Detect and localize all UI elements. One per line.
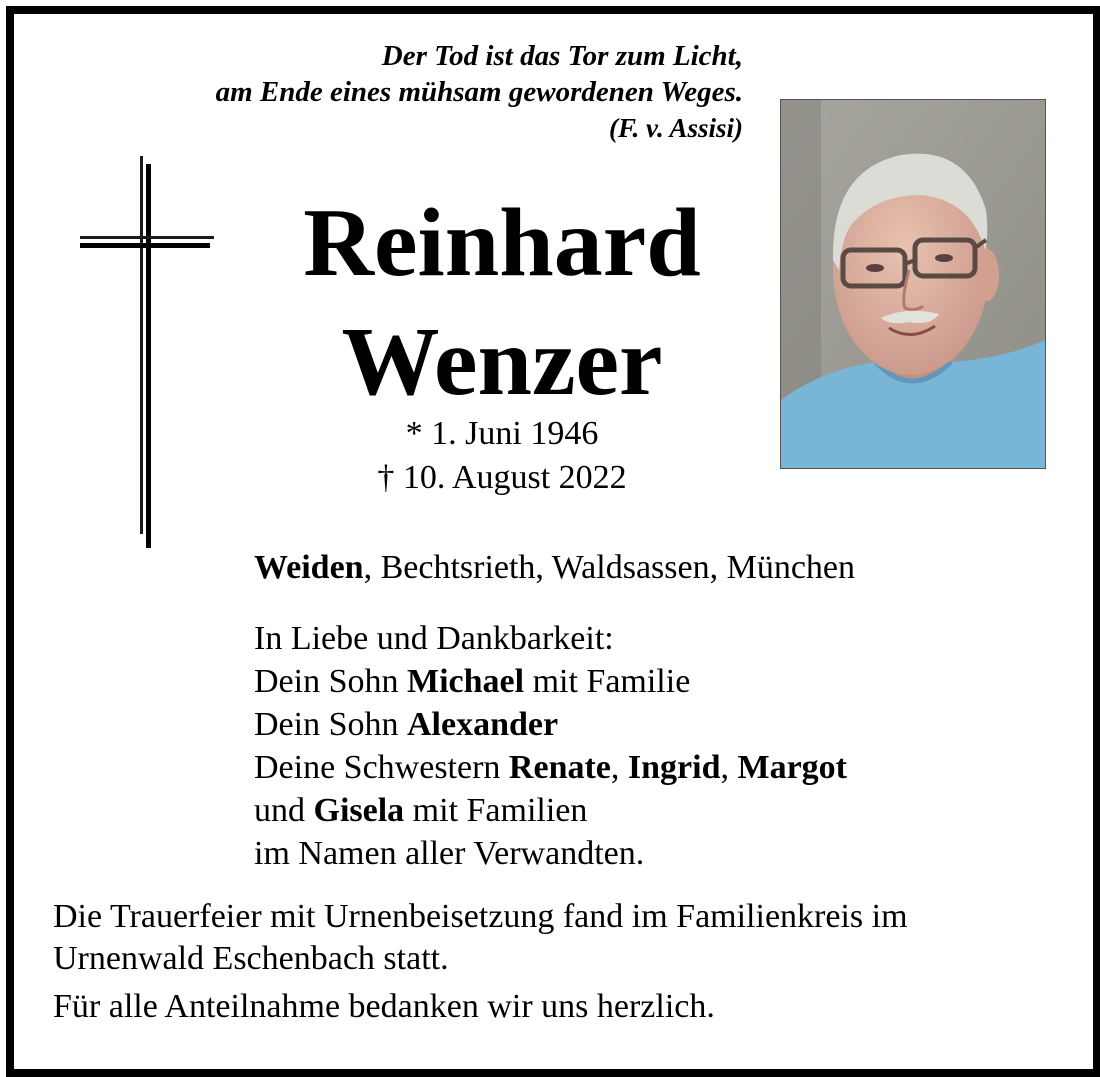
cross-horizontal-thin — [80, 236, 214, 239]
place-rest: , Bechtsrieth, Waldsassen, München — [363, 549, 856, 586]
quote-line-1: Der Tod ist das Tor zum Licht, — [381, 40, 743, 72]
mourner-text: und — [254, 792, 314, 829]
mourner-text: Dein Sohn — [254, 706, 407, 743]
first-name: Reinhard — [303, 189, 701, 297]
footer-line-2: Urnenwald Eschenbach statt. — [53, 940, 449, 977]
birth-date: * 1. Juni 1946 — [405, 415, 599, 452]
mourner-name: Gisela — [313, 792, 405, 829]
mourner-line-5: im Namen aller Verwandten. — [254, 835, 645, 872]
last-name: Wenzer — [341, 308, 663, 416]
cross-vertical-thick — [146, 164, 151, 548]
places-line — [254, 546, 855, 589]
place-main: Weiden — [254, 549, 364, 586]
mourner-text: mit Familie — [524, 663, 691, 700]
mourner-text: , — [610, 749, 628, 786]
mourner-text: mit Familien — [404, 792, 588, 829]
mourner-name: Ingrid — [627, 749, 721, 786]
mourners-intro: In Liebe und Dankbarkeit: — [254, 620, 614, 657]
portrait-photo — [780, 99, 1046, 469]
mourner-line-1 — [254, 660, 847, 703]
mourner-line-2 — [254, 703, 847, 746]
mourner-text: Deine Schwestern — [254, 749, 509, 786]
death-date: † 10. August 2022 — [377, 459, 627, 496]
mourner-name: Renate — [508, 749, 611, 786]
cross-vertical-thin — [140, 156, 143, 534]
mourner-name: Michael — [407, 663, 525, 700]
footer-line-1: Die Trauerfeier mit Urnenbeisetzung fand im Familienkreis im — [53, 898, 908, 935]
cross-horizontal-thick — [80, 243, 210, 248]
mourner-name: Margot — [737, 749, 847, 786]
mourner-text: , — [720, 749, 738, 786]
mourner-line-4 — [254, 789, 847, 832]
quote-author: (F. v. Assisi) — [608, 113, 743, 143]
quote-line-2: am Ende eines mühsam gewordenen Weges. — [215, 76, 743, 108]
footer-line-3: Für alle Anteilnahme bedanken wir uns herzlich. — [53, 988, 715, 1025]
mourner-name: Alexander — [407, 706, 559, 743]
mourner-text: Dein Sohn — [254, 663, 407, 700]
mourner-line-3 — [254, 746, 847, 789]
mourners-block — [254, 617, 847, 875]
